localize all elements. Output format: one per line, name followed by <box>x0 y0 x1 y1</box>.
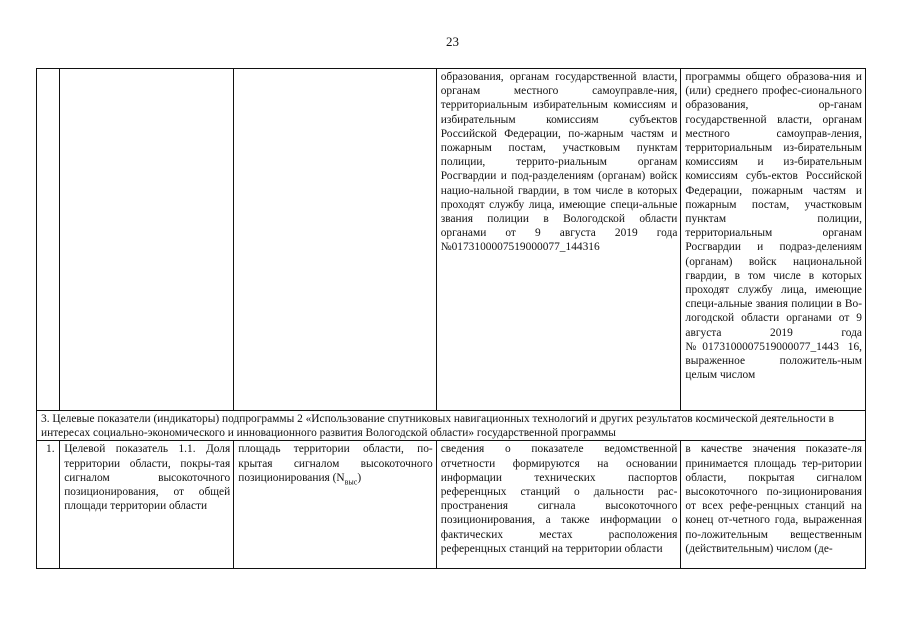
cell-empty-indicator <box>60 69 234 411</box>
cell-empty-formula <box>234 69 437 411</box>
indicator-formula <box>234 441 437 569</box>
page-number: 23 <box>446 34 459 49</box>
indicator-definition: в качестве значения показате-ля принимается площадь тер-ритории области, покрытая сигналом высокоточного по-зиционирования от всех рефе-ренцных станций на конец от-четного года, выраженная по-ложительным вещественным (действительным) числом (де- <box>681 441 866 569</box>
indicator-name: Целевой показатель 1.1. Доля территории области, покры-тая сигналом высокоточного позиционирования, от общей площади территории области <box>60 441 234 569</box>
table-row-continued <box>37 69 866 411</box>
cell-empty-num <box>37 69 60 411</box>
cell-data-sources-continued: образования, органам государственной власти, органам местного самоуправле-ния, территориальным избирательным комиссиям и избирательным комиссиям субъектов Российской Федерации, по-жарным частям и пожарным постам, участковым пунктам полиции, террито-риальным органам Росгвардии и под-разделениям (органам) войск нацио-нальной гвардии, в том числе в которых проходят службу лица, имеющие специ-альные звания полиции в Вологодской области органами от 9 августа 2019 года №0173100007519000077_144316 <box>436 69 681 411</box>
section-title: 3. Целевые показатели (индикаторы) подпрограммы 2 «Использование спутниковых навигационных технологий и других результатов космической деятельности в интересах социально-экономического и инновационного развития Вологодской области» государственной программы <box>37 411 866 441</box>
row-number: 1. <box>37 441 60 569</box>
cell-definition-continued: программы общего образова-ния и (или) среднего профес-сионального образования, ор-ганам государственной власти, органам местного самоуправ-ления, территориальным из-бирательным комиссиям и из-бирательным комиссиям субъ-ектов Российской Федерации, пожарным частям и пожарным постам, участковым пунктам полиции, территориальным органам Росгвардии и подраз-делениям (органам) войск национальной гвардии, в том числе в которых проходят службу лица, имеющие специ-альные звания полиции в Во-логодской области органами от 9 августа 2019 года №0173100007519000077_1443 16, выраженное положитель-ным целым числом <box>681 69 866 411</box>
formula-text: площадь территории области, по-крытая сигналом высокоточного позиционирования (N <box>238 443 433 484</box>
formula-text-end: ) <box>357 471 362 484</box>
formula-subscript: выс <box>344 477 358 487</box>
indicators-table <box>36 68 866 569</box>
data-source: сведения о показателе ведомственной отчетности формируются на основании информации технических паспортов референцных станций о дальности рас-пространения сигнала высокоточного позиционирования, а также информации о фактических местах расположения референцных станций на территории области <box>436 441 681 569</box>
section-header-row <box>37 411 866 441</box>
table-row <box>37 441 866 569</box>
